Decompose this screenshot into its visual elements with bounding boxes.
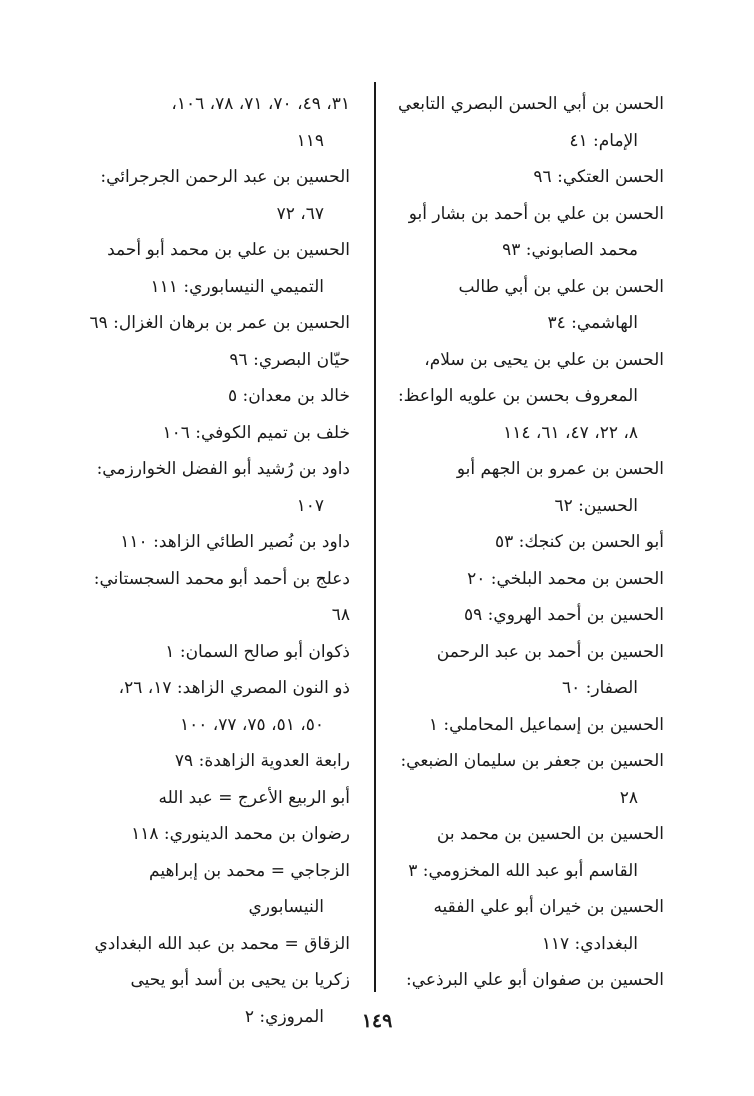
index-entry	[388, 86, 664, 159]
index-entry	[388, 597, 664, 634]
index-entry	[82, 634, 350, 671]
column-divider	[374, 82, 376, 992]
index-entry	[82, 743, 350, 780]
entry-line: حيّان البصري: ٩٦	[229, 349, 350, 370]
index-entry	[388, 889, 664, 962]
index-entry	[82, 378, 350, 415]
entry-line: رضوان بن محمد الدينوري: ١١٨	[131, 824, 350, 844]
entry-line: ذكوان أبو صالح السمان: ١	[165, 641, 350, 662]
entry-continuation: الصفار: ٦٠	[561, 678, 638, 698]
entry-line: الحسن بن علي بن يحيى بن سلام،	[424, 349, 664, 370]
index-entry	[82, 670, 350, 743]
entry-line: الزقاق = محمد بن عبد الله البغدادي	[94, 933, 350, 954]
entry-continuation: ١٠٧	[296, 495, 324, 516]
entry-line: الحسين بن أحمد بن عبد الرحمن	[436, 641, 664, 662]
entry-continuation: الحسين: ٦٢	[554, 495, 638, 516]
index-entry	[82, 816, 350, 853]
entry-continuation: البغدادي: ١١٧	[541, 933, 638, 954]
entry-line: الحسين بن أحمد الهروي: ٥٩	[463, 605, 664, 625]
entry-continuation: ١١٩	[296, 130, 324, 151]
index-entry	[388, 269, 664, 342]
entry-continuation: محمد الصابوني: ٩٣	[502, 240, 638, 260]
entry-line: ذو النون المصري الزاهد: ١٧، ٢٦،	[118, 678, 350, 698]
entry-continuation: ٥٠، ٥١، ٧٥، ٧٧، ١٠٠	[179, 714, 324, 735]
page-number: ١٤٩	[361, 1010, 393, 1032]
entry-continuation: المعروف بحسن بن علويه الواعظ:	[397, 386, 638, 406]
index-entry	[82, 926, 350, 963]
index-entry	[388, 159, 664, 196]
entry-line: داود بن رُشيد أبو الفضل الخوارزمي:	[96, 459, 350, 479]
entry-line: الحسين بن جعفر بن سليمان الضبعي:	[400, 751, 664, 771]
index-entry	[388, 561, 664, 598]
index-entry	[388, 451, 664, 524]
index-entry	[82, 415, 350, 452]
index-entry	[82, 524, 350, 561]
entry-line: زكريا بن يحيى بن أسد أبو يحيى	[130, 970, 350, 990]
entry-line: داود بن نُصير الطائي الزاهد: ١١٠	[120, 532, 350, 552]
entry-continuation: الإمام: ٤١	[569, 130, 638, 151]
entry-line: خلف بن تميم الكوفي: ١٠٦	[162, 422, 350, 443]
left-column	[82, 86, 350, 1035]
index-entry	[82, 853, 350, 926]
entry-continuation: الهاشمي: ٣٤	[547, 313, 638, 333]
index-entry	[388, 816, 664, 889]
index-entry	[388, 634, 664, 707]
index-entry	[388, 743, 664, 816]
entry-line: الزجاجي = محمد بن إبراهيم	[149, 860, 350, 881]
index-entry	[82, 232, 350, 305]
entry-line: الحسن بن علي بن أبي طالب	[458, 276, 664, 297]
entry-continuation: القاسم أبو عبد الله المخزومي: ٣	[408, 860, 638, 881]
entry-line: أبو الربيع الأعرج = عبد الله	[158, 787, 350, 808]
entry-line: الحسن بن عمرو بن الجهم أبو	[456, 459, 664, 479]
entry-line: الحسين بن الحسين بن محمد بن	[436, 824, 664, 844]
entry-line: ٣١، ٤٩، ٧٠، ٧١، ٧٨، ١٠٦،	[171, 94, 350, 114]
entry-continuation: ٨، ٢٢، ٤٧، ٦١، ١١٤	[503, 422, 638, 443]
entry-continuation: النيسابوري	[248, 897, 324, 917]
entry-line: الحسين بن صفوان أبو علي البرذعي:	[405, 970, 664, 990]
entry-line: الحسين بن عمر بن برهان الغزال: ٦٩	[89, 313, 350, 333]
index-entry	[388, 962, 664, 999]
entry-line: الحسن العتكي: ٩٦	[533, 167, 664, 187]
index-entry	[388, 196, 664, 269]
index-entry	[82, 780, 350, 817]
entry-line: أبو الحسن بن كنجك: ٥٣	[494, 532, 664, 552]
entry-line: الحسين بن عبد الرحمن الجرجرائي:	[100, 167, 350, 187]
entry-continuation: ٦٧، ٧٢	[276, 203, 324, 224]
entry-line: دعلج بن أحمد أبو محمد السجستاني: ٦٨	[93, 568, 350, 625]
entry-line: الحسن بن أبي الحسن البصري التابعي	[397, 94, 664, 114]
entry-continuation: ٢٨	[619, 787, 638, 808]
index-entry	[388, 342, 664, 452]
entry-line: الحسين بن علي بن محمد أبو أحمد	[107, 240, 350, 260]
entry-line: رابعة العدوية الزاهدة: ٧٩	[174, 751, 350, 771]
entry-line: الحسين بن خيران أبو علي الفقيه	[433, 897, 664, 917]
entry-line: الحسن بن محمد البلخي: ٢٠	[467, 568, 664, 589]
entry-line: الحسين بن إسماعيل المحاملي: ١	[428, 714, 664, 735]
index-entry	[82, 561, 350, 634]
index-entry	[82, 451, 350, 524]
index-entry	[82, 159, 350, 232]
right-column	[388, 86, 664, 999]
entry-continuation: المروزي: ٢	[244, 1006, 324, 1027]
index-entry	[388, 707, 664, 744]
index-entry	[82, 342, 350, 379]
entry-continuation: التميمي النيسابوري: ١١١	[150, 276, 324, 297]
entry-line: خالد بن معدان: ٥	[228, 386, 350, 406]
index-entry	[388, 524, 664, 561]
index-entry	[82, 86, 350, 159]
index-entry	[82, 305, 350, 342]
entry-line: الحسن بن علي بن أحمد بن بشار أبو	[408, 203, 664, 224]
